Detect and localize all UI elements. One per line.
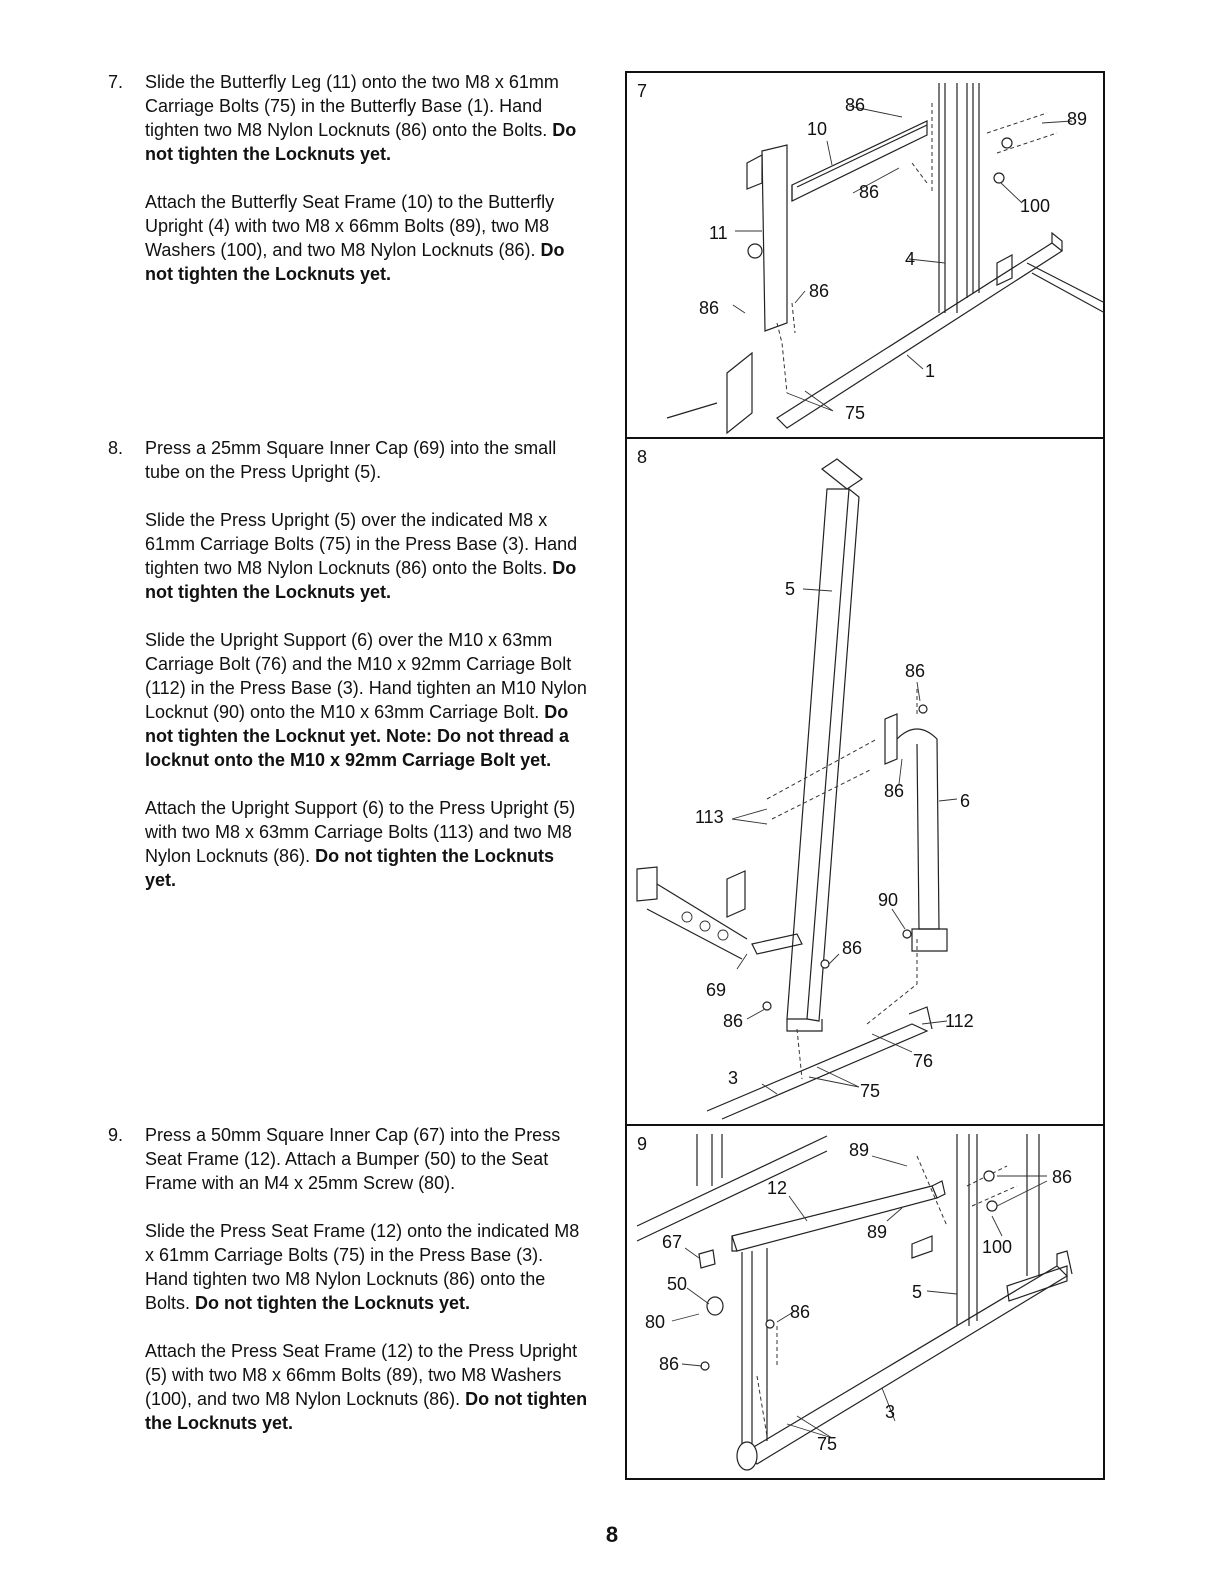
step-paragraph: Press a 25mm Square Inner Cap (69) into the small tube on the Press Upright (5). <box>145 438 557 482</box>
step-9 <box>108 1123 588 1459</box>
figure-number: 8 <box>637 447 648 467</box>
callout-label: 86 <box>809 281 830 301</box>
step-paragraph: Slide the Press Upright (5) over the indicated M8 x 61mm Carriage Bolts (75) in the Press Base (3). Hand tighten two M8 Nylon Locknuts (86) onto the Bolts. Do not tighten the Locknuts yet. <box>145 510 578 602</box>
callout-label: 75 <box>817 1434 838 1454</box>
callout-label: 3 <box>885 1402 896 1422</box>
callout-label: 86 <box>884 781 905 801</box>
step-paragraph: Slide the Upright Support (6) over the M10 x 63mm Carriage Bolt (76) and the M10 x 92mm Carriage Bolt (112) in the Press Base (3). Hand tighten an M10 Nylon Locknut (90) onto the M10 x 63mm Carriage Bolt. Do not tighten the Locknut yet. Note: Do not thread a locknut onto the M10 x 92mm Carriage Bolt yet. <box>145 630 587 770</box>
callout-label: 100 <box>982 1237 1013 1257</box>
figure-9-drawing <box>627 1126 1105 1480</box>
step-paragraph: Attach the Press Seat Frame (12) to the Press Upright (5) with two M8 x 66mm Bolts (89), two M8 Washers (100), and two M8 Nylon Locknuts (86). Do not tighten the Locknuts yet. <box>145 1341 588 1433</box>
figure-7-drawing <box>627 73 1105 439</box>
callout-label: 112 <box>945 1011 974 1031</box>
step-number: 7. <box>108 72 124 92</box>
callout-label: 5 <box>912 1282 923 1302</box>
step-paragraph: Slide the Press Seat Frame (12) onto the indicated M8 x 61mm Carriage Bolts (75) in the Press Base (3). Hand tighten two M8 Nylon Locknuts (86) onto the Bolts. Do not tighten the Locknuts yet. <box>145 1221 580 1313</box>
figure-7-panel <box>625 71 1105 439</box>
step-7 <box>108 70 588 310</box>
callout-label: 1 <box>925 361 936 381</box>
step-number: 9. <box>108 1125 124 1145</box>
callout-label: 100 <box>1020 196 1051 216</box>
step-number: 8. <box>108 438 124 458</box>
step-paragraph: Press a 50mm Square Inner Cap (67) into the Press Seat Frame (12). Attach a Bumper (50) to the Seat Frame with an M4 x 25mm Screw (80). <box>145 1125 561 1193</box>
callout-label: 86 <box>1052 1167 1073 1187</box>
step-paragraph: Attach the Butterfly Seat Frame (10) to the Butterfly Upright (4) with two M8 x 66mm Bolts (89), two M8 Washers (100), and two M8 Nylon Locknuts (86). Do not tighten the Locknuts yet. <box>145 192 565 284</box>
figure-8-drawing <box>627 439 1105 1126</box>
callout-label: 5 <box>785 579 796 599</box>
callout-label: 50 <box>667 1274 688 1294</box>
callout-label: 80 <box>645 1312 666 1332</box>
callout-label: 75 <box>845 403 866 423</box>
callout-label: 86 <box>790 1302 811 1322</box>
callout-label: 89 <box>867 1222 888 1242</box>
callout-label: 11 <box>709 223 728 243</box>
callout-label: 67 <box>662 1232 683 1252</box>
page-number: 8 <box>605 1522 619 1547</box>
callout-label: 90 <box>878 890 899 910</box>
callout-label: 89 <box>849 1140 870 1160</box>
step-8 <box>108 436 588 916</box>
callout-label: 12 <box>767 1178 788 1198</box>
callout-label: 89 <box>1067 109 1088 129</box>
callout-label: 86 <box>845 95 866 115</box>
callout-label: 4 <box>905 249 916 269</box>
callout-label: 86 <box>723 1011 744 1031</box>
callout-label: 69 <box>706 980 727 1000</box>
callout-label: 76 <box>913 1051 934 1071</box>
callout-label: 86 <box>905 661 926 681</box>
figure-8-panel <box>625 437 1105 1126</box>
callout-label: 86 <box>859 182 880 202</box>
figure-9-panel <box>625 1124 1105 1480</box>
step-paragraph: Attach the Upright Support (6) to the Press Upright (5) with two M8 x 63mm Carriage Bolts (113) and two M8 Nylon Locknuts (86). Do not tighten the Locknuts yet. <box>145 798 576 890</box>
callout-label: 75 <box>860 1081 881 1101</box>
callout-label: 86 <box>659 1354 680 1374</box>
callout-label: 113 <box>695 807 724 827</box>
callout-label: 3 <box>728 1068 739 1088</box>
callout-label: 6 <box>960 791 971 811</box>
figure-number: 9 <box>637 1134 648 1154</box>
callout-label: 86 <box>699 298 720 318</box>
step-paragraph: Slide the Butterfly Leg (11) onto the two M8 x 61mm Carriage Bolts (75) in the Butterfly Base (1). Hand tighten two M8 Nylon Locknuts (86) onto the Bolts. Do not tighten the Locknuts yet. <box>145 72 577 164</box>
callout-label: 10 <box>807 119 828 139</box>
figure-number: 7 <box>637 81 648 101</box>
callout-label: 86 <box>842 938 863 958</box>
